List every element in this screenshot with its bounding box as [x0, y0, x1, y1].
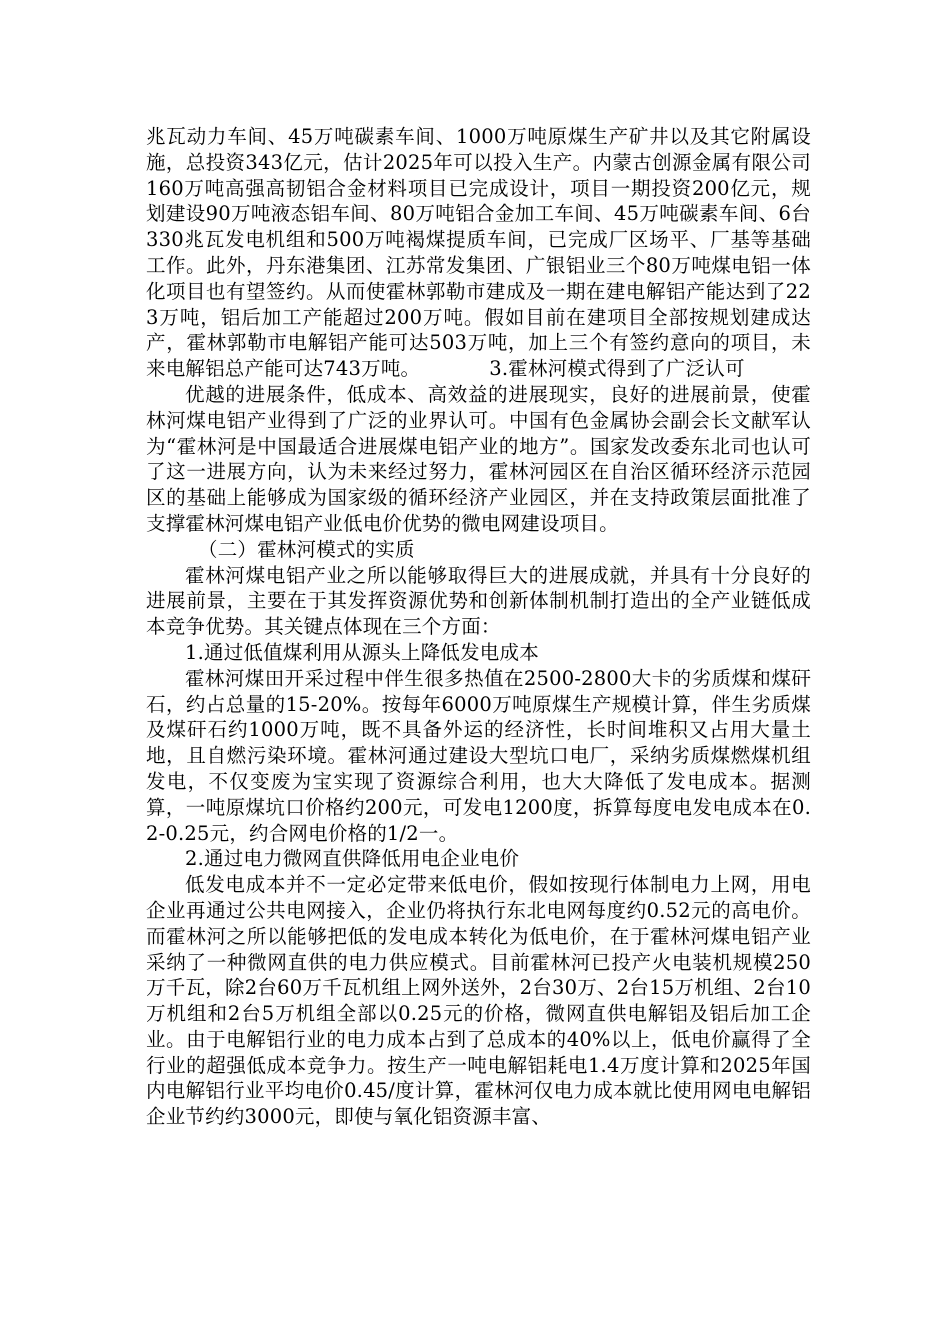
- document-body: [146, 124, 811, 1130]
- paragraph-industry-recognition: 优越的进展条件，低成本、高效益的进展现实，良好的进展前景，使霍林河煤电铝产业得到了广泛的业界认可。中国有色金属协会副会长文献军认为“霍林河是中国最适合进展煤电铝产业的地方”。国家发改委东北司也认可了这一进展方向，认为未来经过努力，霍林河园区在自治区循环经济示范园区的基础上能够成为国家级的循环经济产业园区，并在支持政策层面批准了支撑霍林河煤电铝产业低电价优势的微电网建设项目。: [146, 382, 811, 535]
- paragraph-micro-grid: 低发电成本并不一定必定带来低电价，假如按现行体制电力上网，用电企业再通过公共电网接入，企业仍将执行东北电网每度约0.52元的高电价。而霍林河之所以能够把低的发电成本转化为低电价，在于霍林河煤电铝产业采纳了一种微网直供的电力供应模式。目前霍林河已投产火电装机规模250万千瓦，除2台60万千瓦机组上网外送外，2台30万、2台15万机组、2台10万机组和2台5万机组全部以0.25元的价格，微网直供电解铝及铝后加工企业。由于电解铝行业的电力成本占到了总成本的40%以上，低电价赢得了全行业的超强低成本竞争力。按生产一吨电解铝耗电1.4万度计算和2025年国内电解铝行业平均电价0.45/度计算，霍林河仅电力成本就比使用网电电解铝企业节约约3000元，即使与氧化铝资源丰富、: [146, 873, 811, 1129]
- paragraph-project-investment: 兆瓦动力车间、45万吨碳素车间、1000万吨原煤生产矿井以及其它附属设施，总投资343亿元，估计2025年可以投入生产。内蒙古创源金属有限公司160万吨高强高韧铝合金材料项目已完成设计，项目一期投资200亿元，规划建设90万吨液态铝车间、80万吨铝合金加工车间、45万吨碳素车间、6台330兆瓦发电机组和500万吨褐煤提质车间，已完成厂区场平、厂基等基础工作。此外，丹东港集团、江苏常发集团、广银铝业三个80万吨煤电铝一体化项目也有望签约。从而使霍林郭勒市建成及一期在建电解铝产能达到了223万吨，铝后加工产能超过200万吨。假如目前在建项目全部按规划建成达产，霍林郭勒市电解铝产能可达503万吨，加上三个有签约意向的项目，未来电解铝总产能可达743万吨。 3.霍林河模式得到了广泛认可: [146, 125, 811, 381]
- section-heading-model-essence: （二）霍林河模式的实质: [198, 537, 415, 561]
- subheading-micro-grid: 2.通过电力微网直供降低用电企业电价: [185, 847, 520, 871]
- paragraph-cost-advantage: 霍林河煤电铝产业之所以能够取得巨大的进展成就，并具有十分良好的进展前景，主要在于其发挥资源优势和创新体制机制打造出的全产业链低成本竞争优势。其关键点体现在三个方面：: [146, 563, 811, 639]
- subheading-low-value-coal: 1.通过低值煤利用从源头上降低发电成本: [185, 640, 539, 664]
- paragraph-low-value-coal: 霍林河煤田开采过程中伴生很多热值在2500-2800大卡的劣质煤和煤矸石，约占总量的15-20%。按每年6000万吨原煤生产规模计算，伴生劣质煤及煤矸石约1000万吨，既不具备外运的经济性，长时间堆积又占用大量土地，且自燃污染环境。霍林河通过建设大型坑口电厂，采纳劣质煤燃煤机组发电，不仅变废为宝实现了资源综合利用，也大大降低了发电成本。据测算，一吨原煤坑口价格约200元，可发电1200度，拆算每度电发电成本在0.2-0.25元，约合网电价格的1/2一。: [146, 666, 811, 845]
